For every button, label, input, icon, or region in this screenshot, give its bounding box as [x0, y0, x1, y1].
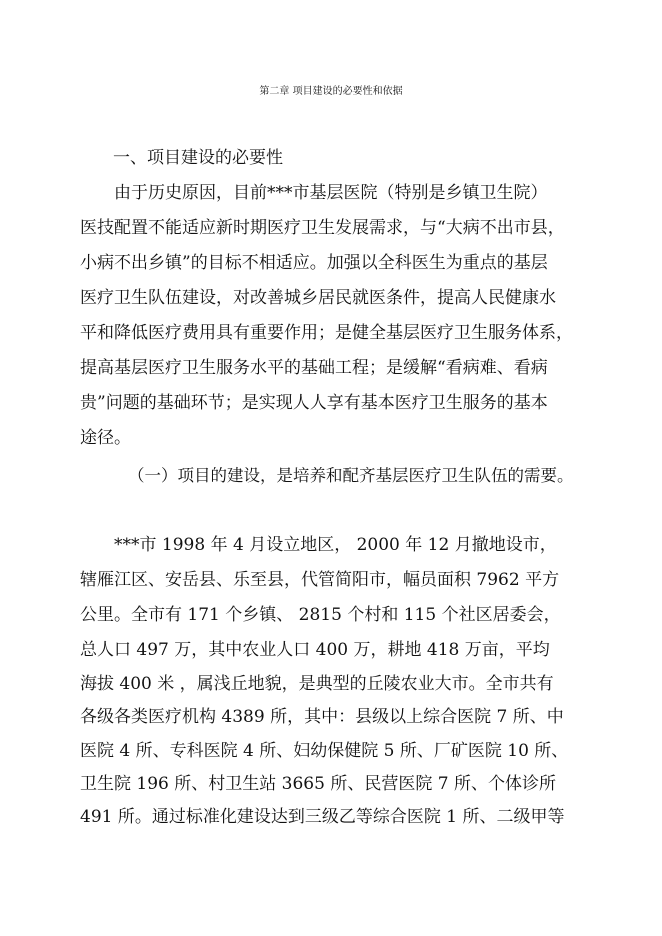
paragraph2-line-5: 海拔 400 米 ，属浅丘地貌，是典型的丘陵农业大市。全市共有	[80, 674, 554, 694]
paragraph1-line-3: 小病不出乡镇”的目标不相适应。加强以全科医生为重点的基层	[80, 253, 548, 273]
paragraph2-line-8: 卫生院 196 所、村卫生站 3665 所、民营医院 7 所、个体诊所	[80, 774, 556, 794]
paragraph1-line-5: 平和降低医疗费用具有重要作用；是健全基层医疗卫生服务体系，	[80, 323, 573, 343]
paragraph1-line-4: 医疗卫生队伍建设，对改善城乡居民就医条件，提高人民健康水	[80, 288, 556, 308]
subheading: （一）项目的建设，是培养和配齐基层医疗卫生队伍的需要。	[128, 466, 574, 485]
paragraph1-line-8: 途径。	[80, 428, 131, 448]
section-heading: 一、项目建设的必要性	[113, 148, 283, 168]
paragraph2-line-7: 医院 4 所、专科医院 4 所、妇幼保健院 5 所、厂矿医院 10 所、	[80, 741, 569, 761]
chapter-title: 第二章 项目建设的必要性和依据	[259, 86, 403, 97]
paragraph2-line-9: 491 所。通过标准化建设达到三级乙等综合医院 1 所、二级甲等	[80, 807, 565, 827]
paragraph1-line-1: 由于历史原因，目前***市基层医院（特别是乡镇卫生院）	[114, 183, 548, 203]
paragraph2-line-3: 公里。全市有 171 个乡镇、 2815 个村和 115 个社区居委会，	[80, 605, 561, 625]
paragraph1-line-7: 贵”问题的基础环节；是实现人人享有基本医疗卫生服务的基本	[80, 393, 548, 413]
paragraph1-line-2: 医技配置不能适应新时期医疗卫生发展需求，与“大病不出市县，	[80, 218, 565, 238]
paragraph2-line-2: 辖雁江区、安岳县、乐至县，代管简阳市，幅员面积 7962 平方	[80, 570, 560, 590]
paragraph2-line-6: 各级各类医疗机构 4389 所，其中：县级以上综合医院 7 所、中	[80, 707, 564, 727]
paragraph2-line-1: ***市 1998 年 4 月设立地区， 2000 年 12 月撤地设市，	[114, 535, 557, 555]
paragraph2-line-4: 总人口 497 万，其中农业人口 400 万，耕地 418 万亩，平均	[80, 640, 550, 660]
paragraph1-line-6: 提高基层医疗卫生服务水平的基础工程；是缓解“看病难、看病	[80, 358, 548, 378]
